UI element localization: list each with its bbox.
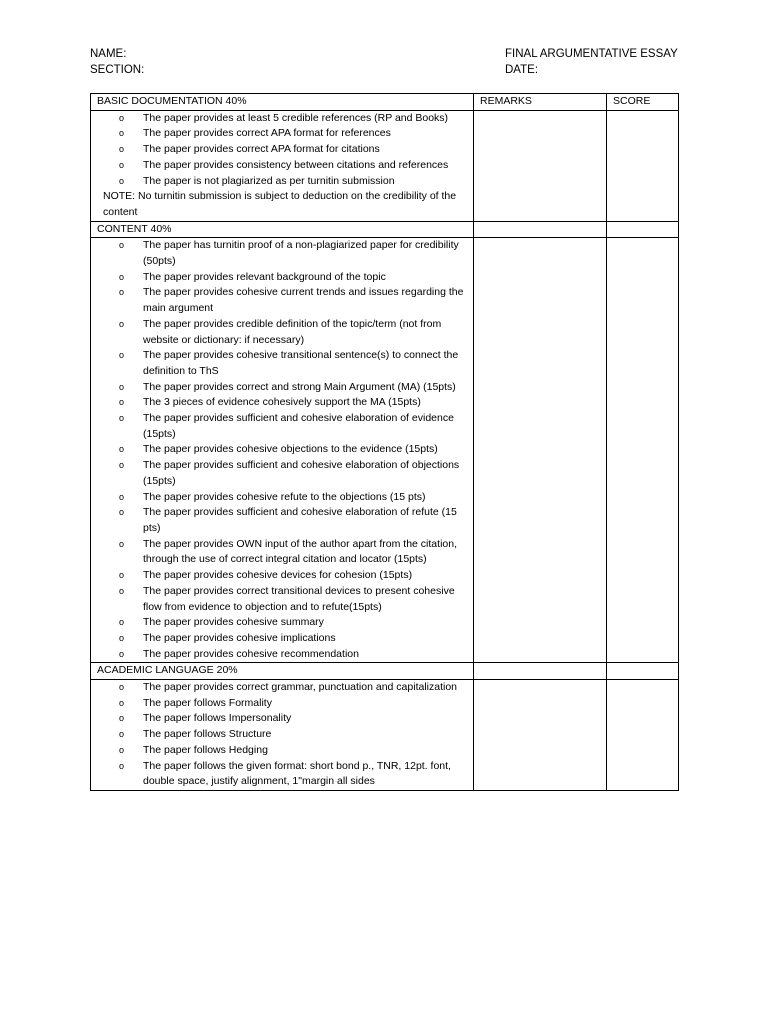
bullet-icon: o	[119, 713, 125, 724]
score-cell	[607, 238, 679, 663]
criteria-item	[97, 743, 473, 759]
bullet-icon: o	[119, 175, 125, 186]
score-cell	[607, 221, 679, 238]
bullet-icon: o	[119, 632, 125, 643]
bullet-icon: o	[119, 287, 125, 298]
document-title: FINAL ARGUMENTATIVE ESSAY	[505, 48, 678, 60]
criteria-list	[97, 680, 473, 790]
criteria-text: The paper provides correct and strong Main Argument (MA) (15pts)	[143, 380, 456, 393]
criteria-item	[97, 615, 473, 631]
bullet-icon: o	[119, 381, 125, 392]
bullet-icon: o	[119, 128, 125, 139]
criteria-text: The paper provides sufficient and cohesive elaboration of evidence (15pts)	[143, 412, 454, 440]
bullet-icon: o	[119, 729, 125, 740]
score-cell	[607, 680, 679, 791]
bullet-icon: o	[119, 144, 125, 155]
criteria-item	[97, 759, 473, 790]
bullet-icon: o	[119, 397, 125, 408]
section-title-row	[91, 663, 679, 680]
column-header-remarks: REMARKS	[474, 94, 607, 111]
criteria-text: The paper follows Structure	[143, 728, 272, 741]
name-label: NAME:	[90, 48, 127, 60]
remarks-cell	[474, 663, 607, 680]
section-title-row	[91, 221, 679, 238]
criteria-text: The paper follows Impersonality	[143, 712, 292, 725]
bullet-icon: o	[119, 617, 125, 628]
criteria-item	[97, 238, 473, 269]
table-header-row	[91, 94, 679, 111]
criteria-cell	[91, 110, 474, 221]
criteria-item	[97, 111, 473, 127]
criteria-item	[97, 142, 473, 158]
remarks-cell	[474, 238, 607, 663]
bullet-icon: o	[119, 744, 125, 755]
bullet-icon: o	[119, 648, 125, 659]
bullet-icon: o	[119, 240, 125, 251]
criteria-text: The paper follows the given format: short bond p., TNR, 12pt. font, double space, justify alignment, 1"margin all sides	[143, 759, 451, 788]
criteria-item	[97, 631, 473, 647]
score-cell	[607, 663, 679, 680]
bullet-icon: o	[119, 491, 125, 502]
criteria-item	[97, 348, 473, 379]
criteria-text: The paper provides cohesive recommendation	[143, 647, 359, 660]
bullet-icon: o	[119, 507, 125, 518]
criteria-text: The paper provides at least 5 credible references (RP and Books)	[143, 111, 449, 124]
criteria-text: The paper provides sufficient and cohesive elaboration of refute (15 pts)	[143, 506, 457, 534]
section-note: NOTE: No turnitin submission is subject to deduction on the credibility of the content	[103, 190, 457, 218]
criteria-text: The paper provides credible definition of the topic/term (not from website or dictionary: if necessary)	[143, 317, 442, 346]
remarks-cell	[474, 110, 607, 221]
bullet-icon: o	[119, 318, 125, 329]
criteria-text: The paper provides relevant background of the topic	[143, 270, 386, 283]
criteria-text: The paper provides correct grammar, punctuation and capitalization	[143, 681, 458, 694]
remarks-cell	[474, 680, 607, 791]
criteria-text: The paper provides cohesive objections to the evidence (15pts)	[143, 443, 438, 456]
criteria-item	[97, 126, 473, 142]
bullet-icon: o	[119, 760, 125, 771]
bullet-icon: o	[119, 697, 125, 708]
rubric-body	[91, 94, 679, 791]
criteria-item	[97, 727, 473, 743]
bullet-icon: o	[119, 271, 125, 282]
criteria-text: The paper provides consistency between citations and references	[143, 158, 449, 171]
criteria-item	[97, 568, 473, 584]
criteria-row	[91, 110, 679, 221]
criteria-item	[97, 317, 473, 348]
criteria-text: The paper provides correct APA format for references	[143, 127, 391, 140]
bullet-icon: o	[119, 444, 125, 455]
criteria-item	[97, 270, 473, 286]
criteria-list	[97, 111, 473, 190]
criteria-list	[97, 238, 473, 662]
bullet-icon: o	[119, 460, 125, 471]
bullet-icon: o	[119, 350, 125, 361]
criteria-item	[97, 458, 473, 489]
criteria-item	[97, 395, 473, 411]
criteria-item	[97, 505, 473, 536]
bullet-icon: o	[119, 682, 125, 693]
criteria-item	[97, 711, 473, 727]
section-label: SECTION:	[90, 64, 145, 76]
column-header-score: SCORE	[607, 94, 679, 111]
criteria-text: The paper has turnitin proof of a non-plagiarized paper for credibility (50pts)	[143, 239, 459, 268]
criteria-item	[97, 490, 473, 506]
score-cell	[607, 110, 679, 221]
criteria-text: The paper provides OWN input of the author apart from the citation, through the use of correct integral citation and locator (15pts)	[143, 537, 457, 566]
criteria-text: The paper provides cohesive devices for cohesion (15pts)	[143, 569, 413, 582]
criteria-item	[97, 696, 473, 712]
header-right	[505, 46, 678, 78]
bullet-icon: o	[119, 570, 125, 581]
criteria-item	[97, 380, 473, 396]
criteria-text: The paper provides sufficient and cohesive elaboration of objections (15pts)	[143, 459, 460, 487]
criteria-text: The paper is not plagiarized as per turnitin submission	[143, 174, 395, 187]
criteria-text: The paper provides cohesive transitional sentence(s) to connect the definition to ThS	[143, 349, 459, 377]
bullet-icon: o	[119, 538, 125, 549]
bullet-icon: o	[119, 159, 125, 170]
bullet-icon: o	[119, 585, 125, 596]
criteria-cell	[91, 238, 474, 663]
criteria-item	[97, 285, 473, 316]
criteria-text: The paper provides cohesive current trends and issues regarding the main argument	[143, 286, 464, 315]
date-label: DATE:	[505, 64, 539, 76]
criteria-cell	[91, 680, 474, 791]
rubric-table	[90, 93, 679, 791]
section-title: ACADEMIC LANGUAGE 20%	[91, 663, 474, 680]
criteria-item	[97, 411, 473, 442]
criteria-text: The paper provides cohesive summary	[143, 616, 324, 629]
header-left	[90, 46, 144, 78]
criteria-text: The paper provides correct transitional devices to present cohesive flow from evidence to objection and to refute(15pts)	[143, 584, 455, 613]
criteria-item	[97, 537, 473, 568]
criteria-text: The paper follows Hedging	[143, 743, 268, 756]
criteria-item	[97, 647, 473, 663]
criteria-item	[97, 442, 473, 458]
criteria-row	[91, 680, 679, 791]
criteria-text: The paper provides cohesive refute to the objections (15 pts)	[143, 490, 426, 503]
section-title: CONTENT 40%	[91, 221, 474, 238]
bullet-icon: o	[119, 112, 125, 123]
criteria-item	[97, 680, 473, 696]
bullet-icon: o	[119, 413, 125, 424]
criteria-item	[97, 584, 473, 615]
criteria-row	[91, 238, 679, 663]
criteria-text: The paper provides cohesive implications	[143, 631, 336, 644]
criteria-text: The paper follows Formality	[143, 696, 272, 709]
criteria-text: The 3 pieces of evidence cohesively support the MA (15pts)	[143, 396, 421, 409]
criteria-item	[97, 174, 473, 190]
criteria-text: The paper provides correct APA format for citations	[143, 143, 380, 156]
column-header-criteria: BASIC DOCUMENTATION 40%	[91, 94, 474, 111]
remarks-cell	[474, 221, 607, 238]
criteria-item	[97, 158, 473, 174]
